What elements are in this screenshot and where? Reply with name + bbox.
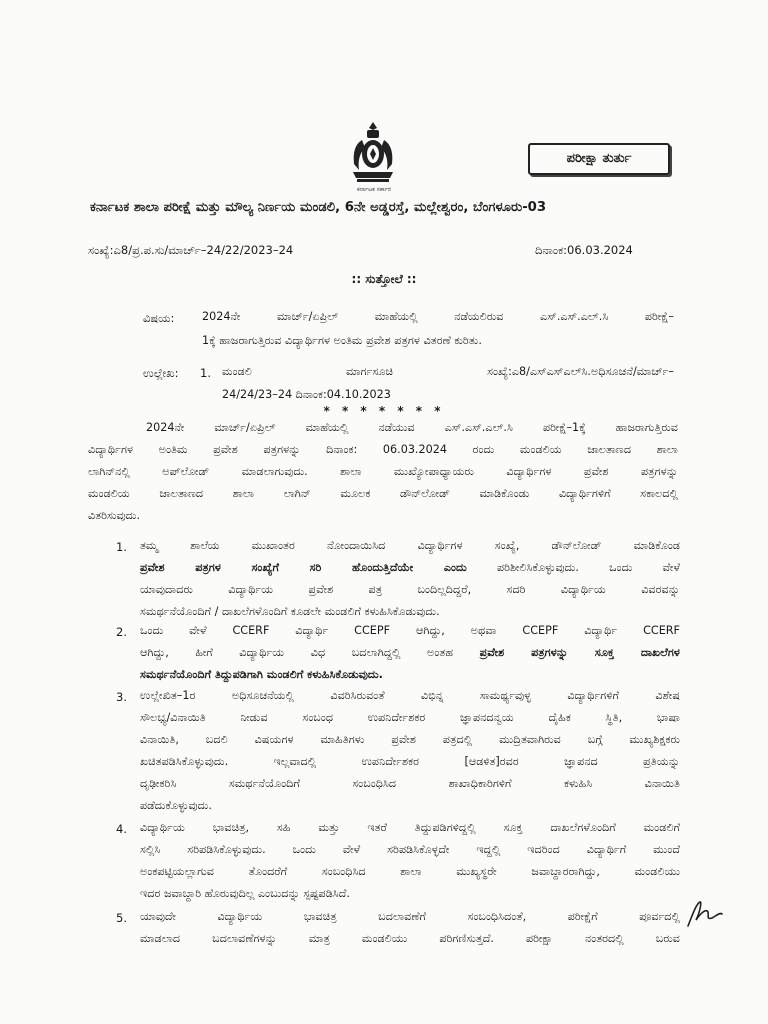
item-4-line-2: ಸಲ್ಲಿಸಿ ಸರಿಪಡಿಸಿಕೊಳ್ಳುವುದು. ಒಂದು ವೇಳೆ ಸರಿಪಡಿಸಿಕೊಳ್ಳದೇ ಇದ್ದಲ್ಲಿ ಇದರಿಂದ ವಿದ್ಯಾರ್ಥಿಗೆ ಮುಂದೆ [140, 843, 680, 856]
item-3-line-1: ಉಲ್ಲೇಖಿತ–1ರ ಅಧಿಸೂಚನೆಯಲ್ಲಿ ವಿವರಿಸಿರುವಂತೆ ವಿಭಿನ್ನ ಸಾಮರ್ಥ್ಯವುಳ್ಳ ವಿದ್ಯಾರ್ಥಿಗಳಿಗೆ ವಿಶೇಷ [140, 689, 680, 702]
circular-title: :: ಸುತ್ತೋಲೆ :: [351, 272, 417, 286]
item-3-line-3: ವಿನಾಯಿತಿ, ಬದಲಿ ವಿಷಯಗಳ ಮಾಹಿತಿಗಳು ಪ್ರವೇಶ ಪತ್ರದಲ್ಲಿ ಮುದ್ರಿತವಾಗಿರುವ ಬಗ್ಗೆ ಮುಖ್ಯಶಿಕ್ಷಕರು [140, 733, 680, 746]
circular-date: ದಿನಾಂಕ:06.03.2024 [535, 243, 633, 257]
item-2-line-3-bold: ಸಮರ್ಥನೆಯೊಂದಿಗೆ ತಿದ್ದುಪಡಿಗಾಗಿ ಮಂಡಲಿಗೆ ಕಳುಹಿಸಿಕೊಡುವುದು. [140, 668, 383, 681]
item-1-line-2-rest: ಪರಿಶೀಲಿಸಿಕೊಳ್ಳುವುದು. ಒಂದು ವೇಳೆ [466, 561, 680, 574]
item-4-line-4: ಇದರ ಜವಾಬ್ದಾರಿ ಹೊರುವುದಿಲ್ಲ ಎಂಬುದನ್ನು ಸ್ಪಷ್ಟಪಡಿಸಿದೆ. [140, 887, 350, 900]
signature-initial-icon [682, 896, 726, 932]
separator-stars: * * * * * * * [323, 404, 445, 418]
state-emblem-icon [343, 118, 403, 188]
item-3-number: 3. [116, 690, 127, 704]
reference-number: ಸಂಖ್ಯೆ:ಎ8/ಪ್ರ.ಪ.ಸು/ಮಾರ್ಚ್–24/22/2023–24 [88, 243, 294, 257]
item-3-line-2: ಸೌಲಭ್ಯ/ವಿನಾಯಿತಿ ನೀಡುವ ಸಂಬಂಧ ಉಪನಿರ್ದೇಶಕರ ಜ್ಞಾಪನದನ್ವಯ ದೈಹಿಕ ಸ್ಥಿತಿ, ಭಾಷಾ [140, 711, 680, 724]
item-2-line-1: ಒಂದು ವೇಳೆ CCERF ವಿದ್ಯಾರ್ಥಿ CCEPF ಆಗಿದ್ದು, ಅಥವಾ CCEPF ವಿದ್ಯಾರ್ಥಿ CCERF [140, 624, 680, 637]
item-2-number: 2. [116, 625, 127, 639]
intro-line-4: ಮಂಡಲಿಯ ಜಾಲತಾಣದ ಶಾಲಾ ಲಾಗಿನ್ ಮೂಲಕ ಡೌನ್‌ಲೋಡ್ ಮಾಡಿಕೊಂಡು ವಿದ್ಯಾರ್ಥಿಗಳಿಗೆ ಸಕಾಲದಲ್ಲಿ [88, 487, 678, 500]
reference-line-1: ಮಂಡಲಿ ಮಾರ್ಗಸೂಚಿ ಸಂಖ್ಯೆ:ಎ8/ಎಸ್‌ಎಸ್‌ಎಲ್‌ಸಿ.ಅಧಿಸೂಚನೆ/ಮಾರ್ಚ್– [222, 365, 674, 378]
intro-line-1: 2024ನೇ ಮಾರ್ಚ್/ಏಪ್ರಿಲ್ ಮಾಹೆಯಲ್ಲಿ ನಡೆಯುವ ಎಸ್.ಎಸ್.ಎಲ್.ಸಿ ಪರೀಕ್ಷೆ–1ಕ್ಕೆ ಹಾಜರಾಗುತ್ತಿರುವ [146, 421, 678, 434]
exam-urgent-stamp: ಪರೀಕ್ಷಾ ತುರ್ತು [528, 143, 670, 175]
item-3-line-6: ಪಡೆದುಕೊಳ್ಳುವುದು. [140, 799, 212, 812]
board-heading: ಕರ್ನಾಟಕ ಶಾಲಾ ಪರೀಕ್ಷೆ ಮತ್ತು ಮೌಲ್ಯ ನಿರ್ಣಯ ಮಂಡಲಿ, 6ನೇ ಅಡ್ಡರಸ್ತೆ, ಮಲ್ಲೇಶ್ವರಂ, ಬೆಂಗಳೂರು-03 [90, 200, 547, 215]
subject-line-2: 1ಕ್ಕೆ ಹಾಜರಾಗುತ್ತಿರುವ ವಿದ್ಯಾರ್ಥಿಗಳ ಅಂತಿಮ ಪ್ರವೇಶ ಪತ್ರಗಳ ವಿತರಣೆ ಕುರಿತು. [202, 334, 482, 347]
item-1-line-3: ಯಾವುದಾದರು ವಿದ್ಯಾರ್ಥಿಯ ಪ್ರವೇಶ ಪತ್ರ ಬಂದಿಲ್ಲದಿದ್ದರೆ, ಸದರಿ ವಿದ್ಯಾರ್ಥಿಯ ವಿವರವನ್ನು [140, 583, 680, 596]
item-5-number: 5. [116, 911, 127, 925]
item-1-line-2-bold: ಪ್ರವೇಶ ಪತ್ರಗಳ ಸಂಖ್ಯೆಗೆ ಸರಿ ಹೊಂದುತ್ತಿದೆಯೇ ಎಂದು [140, 561, 467, 574]
subject-line-1: 2024ನೇ ಮಾರ್ಚ್/ಏಪ್ರಿಲ್ ಮಾಹೆಯಲ್ಲಿ ನಡೆಯಲಿರುವ ಎಸ್.ಎಸ್.ಎಲ್.ಸಿ ಪರೀಕ್ಷೆ– [202, 310, 674, 323]
item-5-line-2: ಮಾಡಲಾದ ಬದಲಾವಣೆಗಳನ್ನು ಮಾತ್ರ ಮಂಡಲಿಯು ಪರಿಗಣಿಸುತ್ತದೆ. ಪರೀಕ್ಷಾ ನಂತರದಲ್ಲಿ ಬರುವ [140, 932, 680, 945]
item-1-line-4: ಸಮರ್ಥನೆಯೊಂದಿಗೆ / ದಾಖಲೆಗಳೊಂದಿಗೆ ಕೂಡಲೇ ಮಂಡಲಿಗೆ ಕಳುಹಿಸಿಕೊಡುವುದು. [140, 605, 440, 618]
item-4-line-3: ಅಂಕಪಟ್ಟಿಯಲ್ಲಾಗುವ ತೊಂದರೆಗೆ ಸಂಬಂಧಿಸಿದ ಶಾಲಾ ಮುಖ್ಯಸ್ಥರೇ ಜವಾಬ್ದಾರರಾಗಿದ್ದು, ಮಂಡಲಿಯು [140, 865, 680, 878]
subject-label: ವಿಷಯ: [143, 311, 175, 325]
emblem-caption: ಕರ್ನಾಟಕ ಸರ್ಕಾರ [356, 186, 392, 193]
item-2-line-3 [140, 664, 680, 687]
item-2-line-2-rest: ಆಗಿದ್ದು, ಹೀಗೆ ವಿದ್ಯಾರ್ಥಿಯ ವಿಧ ಬದಲಾಗಿದ್ದಲ್ಲಿ ಅಂತಹ [140, 646, 480, 659]
item-3-line-4: ಖಚಿತಪಡಿಸಿಕೊಳ್ಳುವುದು. ಇಲ್ಲವಾದಲ್ಲಿ ಉಪನಿರ್ದೇಶಕರ [ಆಡಳಿತ]ರವರ ಜ್ಞಾಪನದ ಪ್ರತಿಯನ್ನು [140, 755, 680, 768]
reference-label: ಉಲ್ಲೇಖ: [143, 366, 179, 380]
item-2-line-2-bold: ಪ್ರವೇಶ ಪತ್ರಗಳನ್ನು ಸೂಕ್ತ ದಾಖಲೆಗಳ [479, 646, 680, 659]
item-4-number: 4. [116, 822, 127, 836]
item-4-line-1: ವಿದ್ಯಾರ್ಥಿಯ ಭಾವಚಿತ್ರ, ಸಹಿ ಮತ್ತು ಇತರೆ ತಿದ್ದುಪಡಿಗಳಿದ್ದಲ್ಲಿ ಸೂಕ್ತ ದಾಖಲೆಗಳೊಂದಿಗೆ ಮಂಡಲಿಗೆ [140, 821, 680, 834]
item-5-line-1: ಯಾವುದೇ ವಿದ್ಯಾರ್ಥಿಯ ಭಾವಚಿತ್ರ ಬದಲಾವಣೆಗೆ ಸಂಬಂಧಿಸಿದಂತೆ, ಪರೀಕ್ಷೆಗೆ ಪೂರ್ವದಲ್ಲಿ [140, 910, 680, 923]
intro-line-2: ವಿದ್ಯಾರ್ಥಿಗಳ ಅಂತಿಮ ಪ್ರವೇಶ ಪತ್ರಗಳನ್ನು ದಿನಾಂಕ: 06.03.2024 ರಂದು ಮಂಡಲಿಯ ಜಾಲತಾಣದ ಶಾಲಾ [88, 443, 678, 456]
intro-line-3: ಲಾಗಿನ್‌ನಲ್ಲಿ ಅಪ್‌ಲೋಡ್ ಮಾಡಲಾಗುವುದು. ಶಾಲಾ ಮುಖ್ಯೋಪಾಧ್ಯಾಯರು ವಿದ್ಯಾರ್ಥಿಗಳ ಪ್ರವೇಶ ಪತ್ರಗಳನ್ನು [88, 465, 678, 478]
intro-line-5: ವಿತರಿಸುವುದು. [88, 509, 141, 522]
item-1-number: 1. [116, 540, 127, 554]
item-1-line-2 [140, 557, 680, 580]
reference-number-1: 1. [200, 366, 211, 380]
item-3-line-5: ದೃಢೀಕರಿಸಿ ಸಮರ್ಥನೆಯೊಂದಿಗೆ ಸಂಬಂಧಿಸಿದ ಶಾಖಾಧಿಕಾರಿಗಳಿಗೆ ಕಳುಹಿಸಿ ವಿನಾಯಿತಿ [140, 777, 680, 790]
reference-line-2: 24/24/23–24 ದಿನಾಂಕ:04.10.2023 [222, 388, 391, 401]
item-1-line-1: ತಮ್ಮ ಶಾಲೆಯ ಮುಖಾಂತರ ನೋಂದಾಯಿಸಿದ ವಿದ್ಯಾರ್ಥಿಗಳ ಸಂಖ್ಯೆ, ಡೌನ್‌ಲೋಡ್ ಮಾಡಿಕೊಂಡ [140, 539, 680, 552]
item-2-line-2 [140, 642, 680, 665]
